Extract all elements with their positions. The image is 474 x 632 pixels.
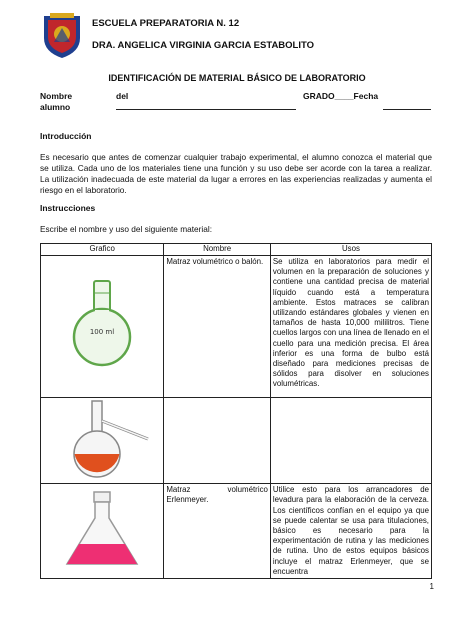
school-crest-logo (40, 12, 84, 60)
name-cell: Matraz volumétrico o balón. (164, 256, 271, 398)
instructions-text: Escribe el nombre y uso del siguiente material: (40, 224, 213, 234)
del-label: del (116, 91, 129, 101)
alumno-label: alumno (40, 102, 71, 112)
table-row (41, 256, 432, 398)
document-title: IDENTIFICACIÓN DE MATERIAL BÁSICO DE LABORATORIO (108, 73, 366, 83)
erlenmeyer-flask-cell (41, 484, 164, 579)
uses-cell: Se utiliza en laboratorios para medir el volumen en la preparación de soluciones y contiene una cantidad precisa de material líquido cuando está a temperatura ambiente. Estos matraces se calibran utilizando estándares globales y vienen en tamaños de hasta 10,000 mililitros. Tiene cuellos largos con una línea de llenado en el cuello para una medición precisa. El área inferior es una forma de bulbo está diseñado para mediciones precisas de sólidos para disolver en soluciones volumétricas. (270, 256, 431, 398)
school-name: ESCUELA PREPARATORIA N. 12 (92, 18, 240, 29)
name-cell (164, 398, 271, 484)
nombre-label: Nombre (40, 91, 73, 101)
intro-paragraph: Es necesario que antes de comenzar cualquier trabajo experimental, el alumno conozca el material que se utiliza. Cada uno de los materiales tiene una función y su uso debe ser acorde con la tarea a realizar. La utilización inadecuada de este material da lugar a errores en las experiencias realizadas y aumenta el riesgo en el laboratorio. (40, 152, 432, 195)
distillation-flask-cell (41, 398, 164, 484)
fecha-blank-line (383, 109, 431, 110)
uses-cell: Utilice esto para los arrancadores de levadura para la elaboración de la cerveza. Los científicos confían en el equipo ya que se puede calentar se usa para titulaciones, básico es necesario para la experimentación de rutina y las mediciones de rutina. Uno de estos equipos básicos incluye el matraz Erlenmeyer, que se encuentra (270, 484, 431, 579)
flask-capacity-mark: 100 ml (89, 328, 115, 337)
distillation-flask-image (52, 399, 152, 479)
table-row (41, 484, 432, 579)
erlenmeyer-flask-image (57, 490, 147, 570)
table-row (41, 398, 432, 484)
header-nombre: Nombre (164, 244, 271, 256)
grado-fecha-label: GRADO____Fecha (303, 91, 379, 101)
volumetric-flask-cell (41, 256, 164, 398)
page-number: 1 (429, 582, 434, 591)
name-blank-line (116, 109, 296, 110)
instructions-heading: Instrucciones (40, 203, 96, 213)
director-name: DRA. ANGELICA VIRGINIA GARCIA ESTABOLITO (92, 40, 315, 51)
materials-table (40, 243, 432, 579)
table-header-row (41, 244, 432, 256)
uses-cell (270, 398, 431, 484)
volumetric-flask-image (62, 277, 142, 372)
header-grafico: Grafico (41, 244, 164, 256)
header-usos: Usos (270, 244, 431, 256)
name-cell: Matraz volumétrico Erlenmeyer. (164, 484, 271, 579)
intro-heading: Introducción (40, 131, 92, 141)
